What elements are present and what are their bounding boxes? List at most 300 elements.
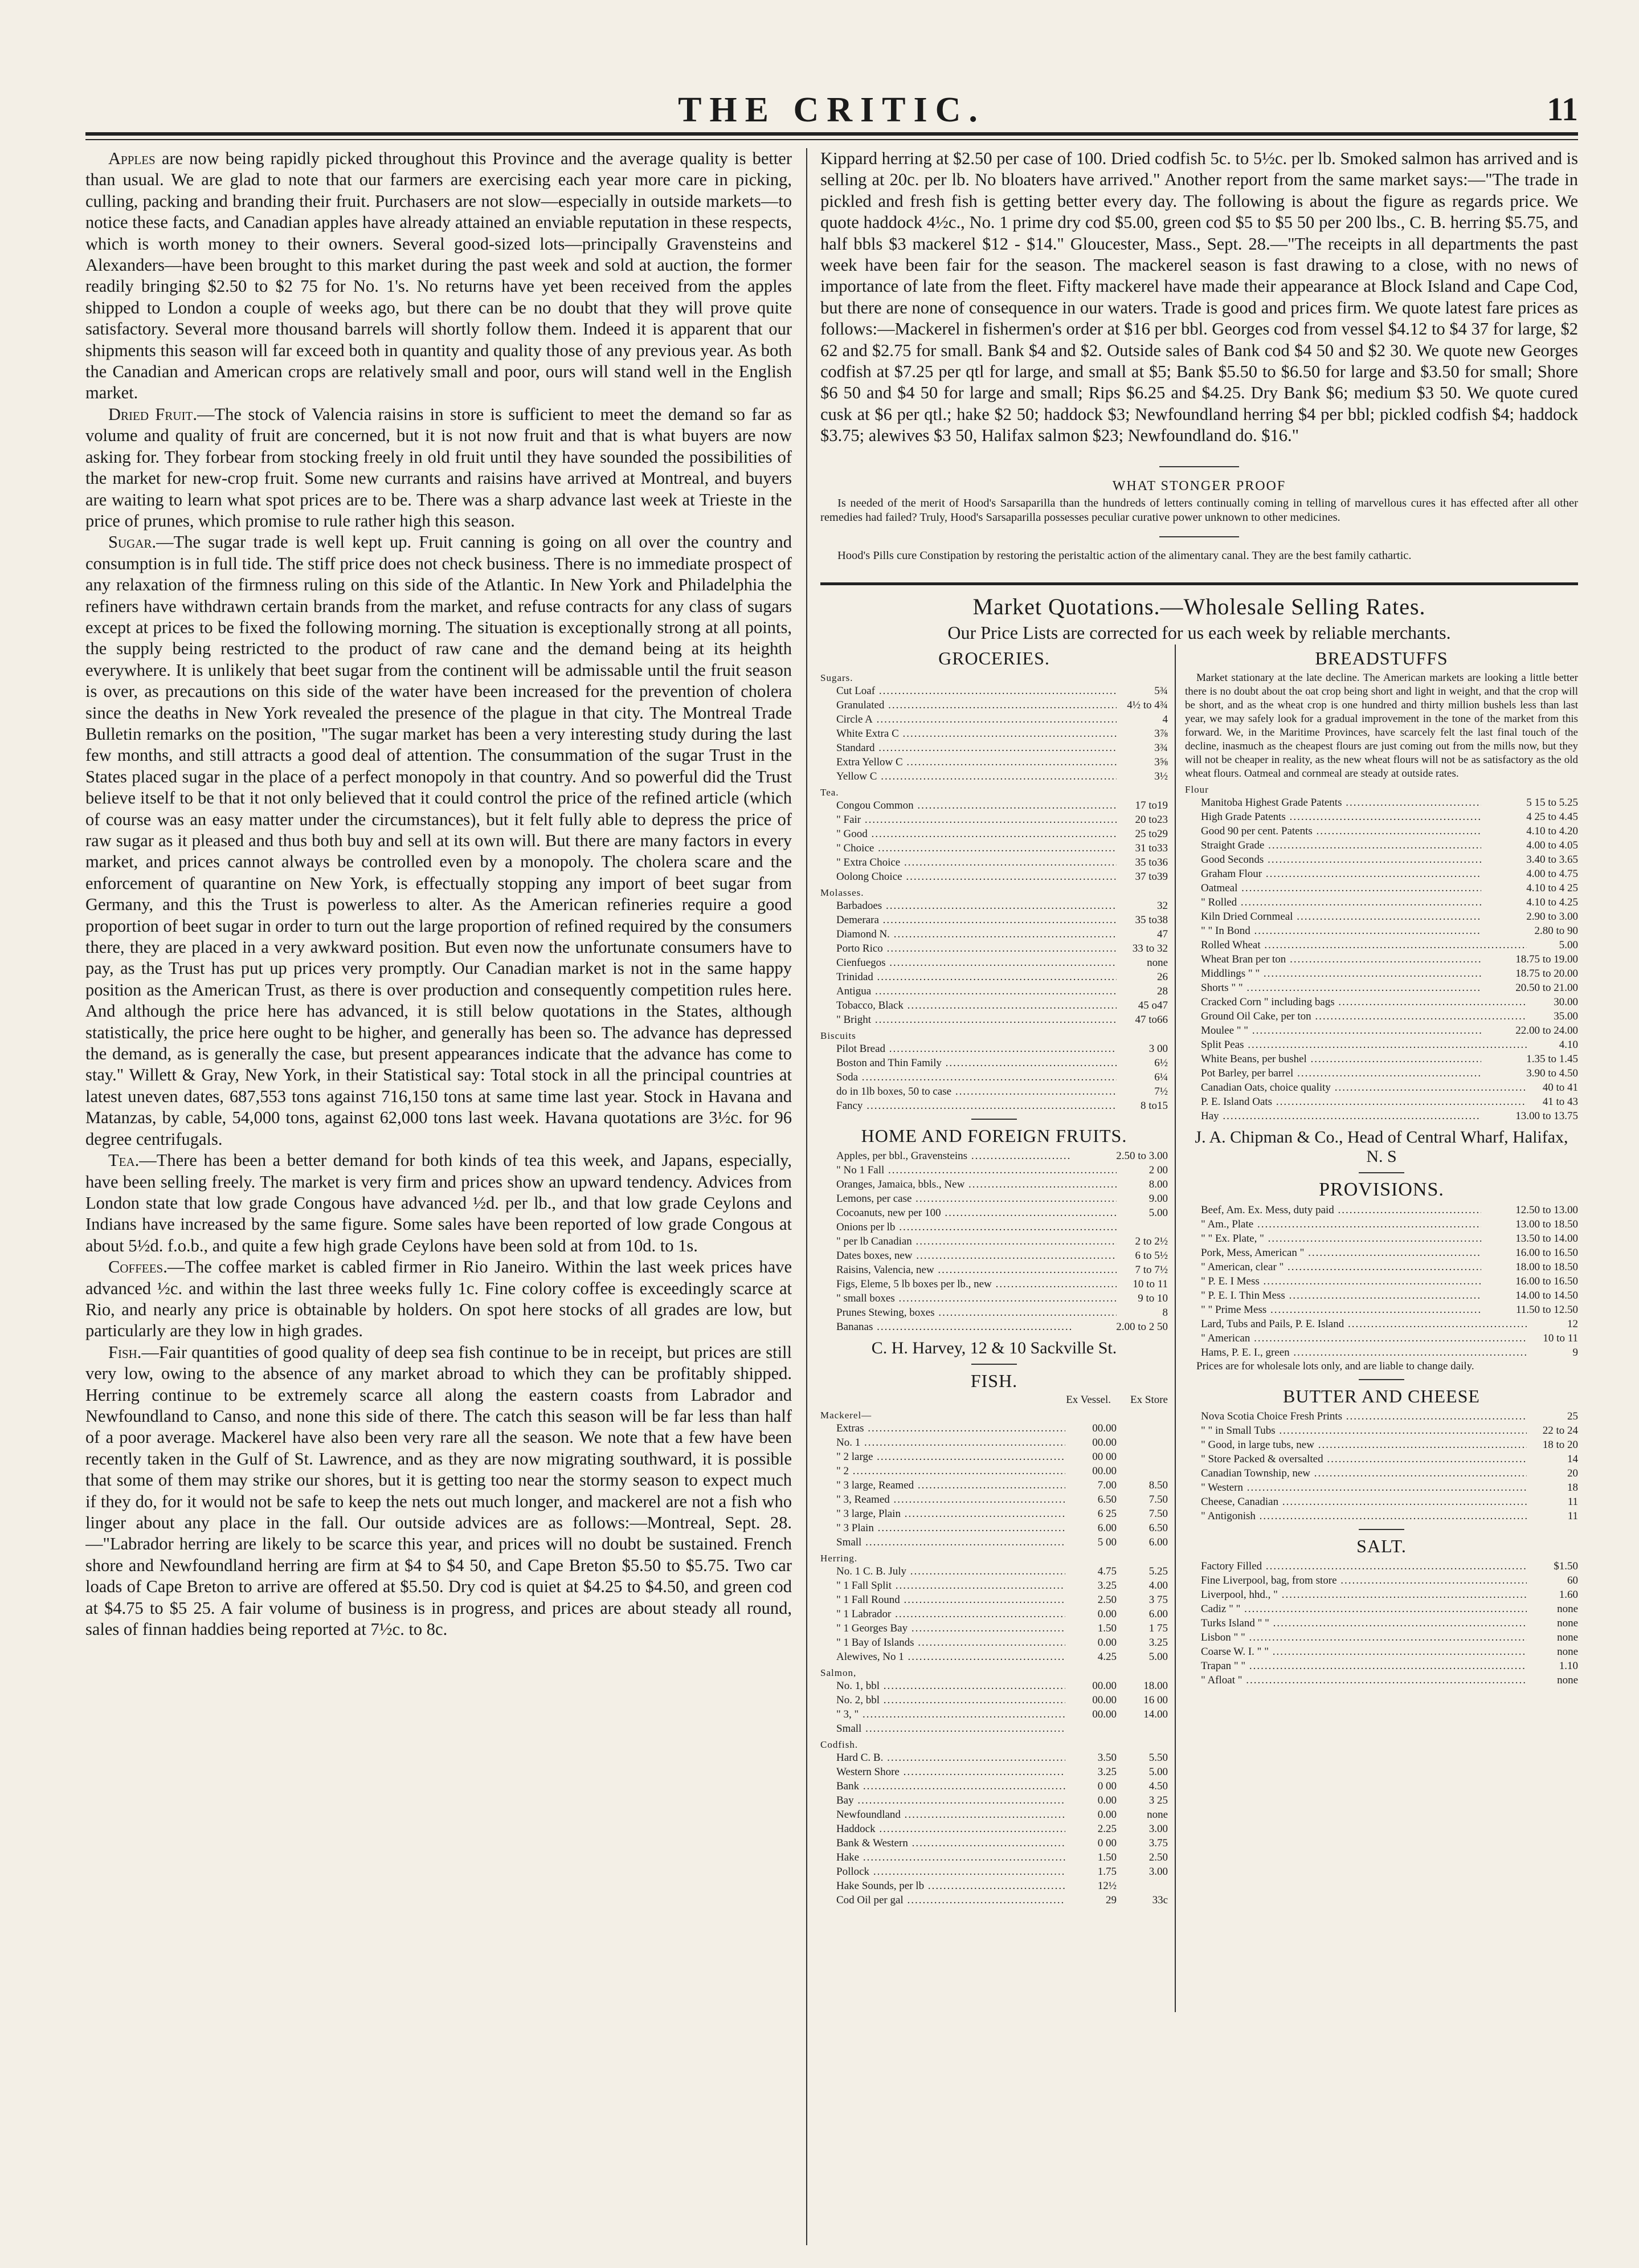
article-paragraph xyxy=(85,532,792,1150)
item-name: " American ..... xyxy=(1185,1331,1527,1345)
price-row xyxy=(820,1564,1168,1578)
breadstuffs-merchant: J. A. Chipman & Co., Head of Central Wharf, Halifax, N. S xyxy=(1195,1127,1568,1166)
article-lead: Coffees. xyxy=(108,1257,167,1277)
price-row xyxy=(820,741,1168,755)
price-ex-store xyxy=(1117,1450,1168,1464)
price-value: 14 xyxy=(1567,1453,1578,1465)
item-name: Pilot Bread ..... xyxy=(820,1042,1117,1056)
price-value: 5¾ xyxy=(1154,684,1168,697)
price-row xyxy=(1185,1260,1578,1274)
divider xyxy=(1359,1172,1404,1173)
item-name: White Beans, per bushel ..... xyxy=(1185,1052,1481,1066)
item-name: " 1 Fall Split ..... xyxy=(820,1578,1065,1593)
price-value: 2.90 to 3.00 xyxy=(1526,910,1578,923)
item-name: Granulated ..... xyxy=(820,698,1117,712)
price-ex-vessel: 0.00 xyxy=(1097,1808,1117,1821)
item-name: Antigua ..... xyxy=(820,984,1117,998)
price-row xyxy=(1185,1009,1578,1023)
price-value: 4.10 xyxy=(1559,1038,1578,1051)
price-row xyxy=(820,1693,1168,1707)
item-name: Good 90 per cent. Patents ..... xyxy=(1185,824,1481,838)
price-value: 3½ xyxy=(1154,770,1168,782)
price-value: 35.00 xyxy=(1554,1010,1578,1022)
price-value: 16.00 to 16.50 xyxy=(1515,1246,1578,1259)
price-ex-vessel: 6.50 xyxy=(1097,1493,1117,1506)
price-row xyxy=(1185,1203,1578,1217)
item-name: Lisbon " " ..... xyxy=(1185,1630,1527,1645)
item-name: " 1 Georges Bay ..... xyxy=(820,1621,1065,1635)
item-name: " " Ex. Plate, " ..... xyxy=(1185,1231,1481,1246)
item-name: Fancy ..... xyxy=(820,1099,1117,1113)
price-value: 7 to 7½ xyxy=(1135,1263,1168,1276)
price-row xyxy=(820,1607,1168,1621)
price-value: 11 xyxy=(1567,1495,1578,1508)
item-name: " 1 Fall Round ..... xyxy=(820,1593,1065,1607)
breadstuffs-title: BREADSTUFFS xyxy=(1315,647,1448,668)
divider xyxy=(971,1119,1017,1120)
price-row xyxy=(820,1650,1168,1664)
item-name: Prunes Stewing, boxes ..... xyxy=(820,1306,1117,1320)
price-value: 60 xyxy=(1567,1574,1578,1586)
price-ex-vessel: 1.50 xyxy=(1097,1851,1117,1863)
item-name: Split Peas ..... xyxy=(1185,1038,1527,1052)
price-row xyxy=(1185,881,1578,895)
item-name: No. 1 C. B. July ..... xyxy=(820,1564,1065,1578)
article-lead: Fish. xyxy=(108,1342,142,1362)
item-name: " per lb Canadian ..... xyxy=(820,1234,1117,1249)
price-value: 32 xyxy=(1157,899,1168,912)
category-label: Herring. xyxy=(820,1552,858,1564)
price-value: $1.50 xyxy=(1554,1560,1578,1572)
item-name: Ground Oil Cake, per ton ..... xyxy=(1185,1009,1527,1023)
price-value: 18 to 20 xyxy=(1542,1438,1578,1451)
price-row xyxy=(820,1291,1168,1306)
article-body: —The sugar trade is well kept up. Fruit canning is going on all over the country and consumption is in full tide. The stiff price does not check business. There is no immediate prospect of any relaxation of the firmness ruling on this side of the Atlantic. In New York and Philadelphia the refiners have withdrawn certain brands from the market, and refuse contracts for any class of sugars except at prices to be fixed the following morning. The situation is exceptionally strong at all points, the supply being restricted to the product of raw cane and the demand being at its heighth everywhere. It is unlikely that beet sugar from the continent will be admissable until the fruit season is over, as precautions on this side of the water have been increased for the prevention of cholera since the deaths in New York revealed the presence of the plague in that city. The Montreal Trade Bulletin remarks on the position, "The sugar market has been a very interesting study during the last few months, and still attracts a good deal of attention. The consummation of the sugar Trust in the States placed sugar in the place of a perfect monopoly in that country. And so powerful did the Trust believe itself to be that it not only believed that it could control the price of the refined article (which of course was an easy matter under the circumstances), but it felt fully able to depress the price of raw sugar as it pleased and thus both buy and sell at its own will. But there are many factors in every market, and prices cannot always be controlled even by a monopoly. The cholera scare and the enforcement of quarantine on New York, is effectually stopping any import of beet sugar from Germany, and this the Trust is powerless to alter. As the American refineries require a good proportion of beet sugar in order to turn out the large proportion of refined required by the consumers there, they are placed in a very awkward position. But even now the unfortunate consumers have to pay, as the Trust has put up prices very promptly. Our Canadian market is not in the same happy position as the American Trust, as there is over production and consequently competition rules here. And although the price here has advanced, it is still below quotations in the States, although statistically, the price here ought to be higher, and generally has been so. The advance has depressed the demand, as is generally the case, but present appearances indicate that the advance has come to stay." Willett & Gray, New York, in their Statistical say: Total stock in all the principal countries at latest uneven dates, 687,553 tons against 716,150 tons at same time last year. Stock in Havana and Matanzas, by cable, 54,000 tons, against 62,000 tons last week. Havana quotations are 3½c. for 96 degree centrifugals. xyxy=(85,532,792,1149)
item-name: Factory Filled ..... xyxy=(1185,1559,1527,1573)
price-row xyxy=(1185,1423,1578,1438)
breadstuffs-note: Market stationary at the late decline. The American markets are looking a little better there is no doubt about the oat crop being short and light in weight, and that the crop will be short, and as the wheat crop is one hundred and thirty million bushels less than last year, we may safely look for a gradual improvement in the tone of the market from this forward. We, in the Maritime Provinces, have scarcely felt the last final touch of the decline, inasmuch as the cheapest flours are just coming out from the mills now, but they will not be cheaper in reality, as the new wheat flours will not be as satisfactory as the old wheat flours. Oatmeal and cornmeal are steady at outside rates. xyxy=(1185,671,1578,780)
price-row xyxy=(1185,1573,1578,1588)
item-name: Canadian Township, new ..... xyxy=(1185,1466,1527,1480)
item-name: Hard C. B. ..... xyxy=(820,1751,1065,1765)
market-quotations-subtitle: Our Price Lists are corrected for us each week by reliable merchants. xyxy=(947,622,1451,643)
item-name: Kiln Dried Cornmeal ..... xyxy=(1185,909,1481,924)
article-paragraph xyxy=(85,1257,792,1342)
price-row xyxy=(820,1042,1168,1056)
price-row xyxy=(1185,1274,1578,1288)
price-value: 13.00 to 13.75 xyxy=(1515,1109,1578,1122)
price-ex-store: 3 75 xyxy=(1148,1593,1168,1606)
price-ex-store: none xyxy=(1147,1808,1168,1821)
price-row xyxy=(1185,1409,1578,1423)
price-row xyxy=(820,1836,1168,1850)
category-label: Flour xyxy=(1185,784,1209,795)
price-row xyxy=(1185,867,1578,881)
price-row xyxy=(1185,981,1578,995)
price-value: 35 to38 xyxy=(1135,913,1168,926)
price-ex-vessel: 2.50 xyxy=(1097,1593,1117,1606)
market-quotations-title: Market Quotations.—Wholesale Selling Rates. xyxy=(972,593,1426,619)
price-row xyxy=(820,1277,1168,1291)
price-row xyxy=(820,1177,1168,1192)
price-ex-vessel: 7.00 xyxy=(1097,1479,1117,1491)
price-row xyxy=(820,698,1168,712)
item-name: Oolong Choice ..... xyxy=(820,870,1117,884)
price-ex-vessel: 00 00 xyxy=(1092,1450,1117,1463)
price-row xyxy=(1185,1331,1578,1345)
item-name: Cienfuegos ..... xyxy=(820,956,1117,970)
article-body: —There has been a better demand for both kinds of tea this week, and Japans, especially, have been selling freely. The market is very firm and prices show an upward tendency. Advices from London state that low grade Congous have advanced ½d. per lb., and that low grade Ceylons and Indians have increased by the same figure. Some sales have been reported of low grade Congous at about 5½d. f.o.b., and quite a few high grade Ceylons have been sold at from 10d. to 1s. xyxy=(85,1151,792,1255)
notice-title: WHAT STONGER PROOF xyxy=(1112,478,1286,493)
price-row xyxy=(820,870,1168,884)
item-name: Oranges, Jamaica, bbls., New ..... xyxy=(820,1177,1117,1192)
price-row xyxy=(1185,1559,1578,1573)
price-row xyxy=(820,899,1168,913)
price-ex-vessel: 6.00 xyxy=(1097,1521,1117,1534)
price-value: 12.50 to 13.00 xyxy=(1515,1204,1578,1216)
price-ex-store: 5.00 xyxy=(1148,1765,1168,1778)
price-row xyxy=(820,1249,1168,1263)
price-row xyxy=(1185,1659,1578,1673)
price-ex-store: 18.00 xyxy=(1143,1679,1168,1692)
price-value: 41 to 43 xyxy=(1542,1095,1578,1108)
item-name: " 3, Reamed ..... xyxy=(820,1492,1065,1507)
item-name: " No 1 Fall ..... xyxy=(820,1163,1117,1177)
price-row xyxy=(1185,1066,1578,1080)
price-ex-vessel: 0.00 xyxy=(1097,1608,1117,1620)
item-name: Nova Scotia Choice Fresh Prints ..... xyxy=(1185,1409,1527,1423)
price-row xyxy=(1185,1588,1578,1602)
item-name: High Grade Patents ..... xyxy=(1185,810,1481,824)
price-row xyxy=(820,1464,1168,1478)
price-row xyxy=(1185,966,1578,981)
price-row xyxy=(820,1492,1168,1507)
item-name: " " Prime Mess ..... xyxy=(1185,1303,1481,1317)
price-ex-vessel: 3.25 xyxy=(1097,1765,1117,1778)
item-name: Raisins, Valencia, new ..... xyxy=(820,1263,1117,1277)
item-name: " P. E. I. Thin Mess ..... xyxy=(1185,1288,1481,1303)
price-value: 2 00 xyxy=(1148,1164,1168,1176)
section-rule xyxy=(820,582,1578,585)
price-value: 8 to15 xyxy=(1140,1099,1168,1112)
price-value: 30.00 xyxy=(1554,996,1578,1008)
item-name: Coarse W. I. " " ..... xyxy=(1185,1645,1527,1659)
price-row xyxy=(1185,1109,1578,1123)
price-row xyxy=(820,1850,1168,1865)
article-body: —Fair quantities of good quality of deep sea fish continue to be in receipt, but prices are still very low, owing to the absence of any market abroad to which they can be profitably shipped. Herring continue to be extremely scarce all along the eastern coasts from Labrador and Newfoundland to Canso, and none this side of there. The catch this season will be far less than half of a poor average. Mackerel have also been very rare all the season. We note that a few have been recently taken in the Gulf of St. Lawrence, and as they are now migrating southward, it is possible that some of them may strike our shores, but it is getting too near the stormy season to expect much if they do, for it would not be safe to keep the nets out much longer, and mackerel are not a fish who linger about any place in the fall. Our outside advices are as follows:—Montreal, Sept. 28.—"Labrador herring are likely to be scarce this year, and prices will no doubt be sustained. French shore and Newfoundland herring are firm at $4 to $4 50, and Cape Breton $5.50 to $5.75. Two car loads of Cape Breton to arrive are offered at $5.50. Dry cod is quiet at $4.25 to $4.50, and green cod at $4.75 to $5 25. A fair volume of business is in progress, and prices are about steady all round, sales of finnan haddies being reported at 7½c. to 8c. xyxy=(85,1342,792,1639)
item-name: Good Seconds ..... xyxy=(1185,852,1481,867)
column-header: Ex Store xyxy=(1130,1393,1168,1406)
item-name: " 3 large, Reamed ..... xyxy=(820,1478,1065,1492)
price-row xyxy=(820,1450,1168,1464)
price-value: 25 to29 xyxy=(1135,827,1168,840)
price-row xyxy=(820,855,1168,870)
price-ex-store: 4.50 xyxy=(1148,1780,1168,1792)
price-value: 2 to 2½ xyxy=(1135,1235,1168,1247)
price-row xyxy=(1185,1452,1578,1466)
item-name: Shorts " " ..... xyxy=(1185,981,1481,995)
price-row xyxy=(1185,1480,1578,1495)
item-name: Fine Liverpool, bag, from store ..... xyxy=(1185,1573,1527,1588)
item-name: Moulee " " ..... xyxy=(1185,1023,1481,1038)
price-value: 18.75 to 19.00 xyxy=(1515,953,1578,965)
price-value: 20 to23 xyxy=(1135,813,1168,826)
price-row xyxy=(1185,1095,1578,1109)
price-row xyxy=(820,1149,1168,1163)
item-name: Pollock ..... xyxy=(820,1865,1065,1879)
price-row xyxy=(820,998,1168,1013)
article-lead: Dried Fruit. xyxy=(108,404,198,424)
price-row xyxy=(1185,1509,1578,1523)
price-ex-store: 33c xyxy=(1152,1894,1168,1906)
price-row xyxy=(1185,1616,1578,1630)
price-row xyxy=(820,927,1168,941)
price-row xyxy=(1185,924,1578,938)
price-ex-vessel: 4.25 xyxy=(1097,1650,1117,1663)
price-ex-vessel: 0 00 xyxy=(1097,1780,1117,1792)
notice-pills: Hood's Pills cure Constipation by restoring the peristaltic action of the alimentary canal. They are the best family cathartic. xyxy=(837,549,1412,562)
item-name: Extras ..... xyxy=(820,1421,1065,1435)
item-name: Cod Oil per gal ..... xyxy=(820,1893,1065,1907)
item-name: Beef, Am. Ex. Mess, duty paid ..... xyxy=(1185,1203,1481,1217)
price-value: 18.00 to 18.50 xyxy=(1515,1261,1578,1273)
price-value: 6 to 5½ xyxy=(1135,1249,1168,1262)
price-row xyxy=(820,1793,1168,1808)
price-ex-store: 5.00 xyxy=(1148,1650,1168,1663)
item-name: Canadian Oats, choice quality ..... xyxy=(1185,1080,1527,1095)
divider xyxy=(1159,536,1239,537)
item-name: Newfoundland ..... xyxy=(820,1808,1065,1822)
price-ex-store: 8.50 xyxy=(1148,1479,1168,1491)
price-ex-store: 1 75 xyxy=(1148,1622,1168,1634)
item-name: " 3, " ..... xyxy=(820,1707,1065,1722)
price-row xyxy=(820,1679,1168,1693)
item-name: Boston and Thin Family ..... xyxy=(820,1056,1117,1070)
price-row xyxy=(820,1263,1168,1277)
price-ex-store xyxy=(1117,1421,1168,1435)
item-name: Turks Island " " ..... xyxy=(1185,1616,1527,1630)
price-ex-store: 16 00 xyxy=(1143,1694,1168,1706)
price-value: 4.10 to 4 25 xyxy=(1526,882,1578,894)
price-row xyxy=(820,1084,1168,1099)
price-row xyxy=(1185,852,1578,867)
item-name: Trinidad ..... xyxy=(820,970,1117,984)
price-row xyxy=(820,827,1168,841)
price-value: 18.75 to 20.00 xyxy=(1515,967,1578,980)
price-row xyxy=(1185,1602,1578,1616)
item-name: Extra Yellow C ..... xyxy=(820,755,1117,769)
price-value: 3.40 to 3.65 xyxy=(1526,853,1578,866)
groceries-title: GROCERIES. xyxy=(938,647,1050,668)
fish-column-headers xyxy=(820,1394,1168,1406)
price-row xyxy=(820,1163,1168,1177)
item-name: " American, clear " ..... xyxy=(1185,1260,1481,1274)
item-name: Liverpool, hhd., " ..... xyxy=(1185,1588,1527,1602)
masthead-rule xyxy=(85,132,1578,136)
item-name: Onions per lb ..... xyxy=(820,1220,1117,1234)
price-value: 28 xyxy=(1157,985,1168,997)
item-name: " " In Bond ..... xyxy=(1185,924,1481,938)
price-ex-store xyxy=(1117,1879,1168,1893)
item-name: No. 2, bbl ..... xyxy=(820,1693,1065,1707)
item-name: " Store Packed & oversalted ..... xyxy=(1185,1452,1527,1466)
price-row xyxy=(1185,1217,1578,1231)
item-name: Cocoanuts, new per 100 ..... xyxy=(820,1206,1117,1220)
item-name: " " in Small Tubs ..... xyxy=(1185,1423,1527,1438)
price-value: 3¾ xyxy=(1154,741,1168,754)
page-number: 11 xyxy=(1547,91,1578,128)
price-value: 3⅞ xyxy=(1154,727,1168,740)
price-row xyxy=(820,970,1168,984)
price-value: 4.00 to 4.75 xyxy=(1526,867,1578,880)
price-value: 35 to36 xyxy=(1135,856,1168,868)
price-value: 5 15 to 5.25 xyxy=(1526,796,1578,809)
price-value: 13.00 to 18.50 xyxy=(1515,1218,1578,1230)
price-value: 10 to 11 xyxy=(1133,1278,1168,1290)
price-row xyxy=(1185,1645,1578,1659)
category-label: Sugars. xyxy=(820,672,853,683)
divider xyxy=(971,1364,1017,1365)
item-name: " Rolled ..... xyxy=(1185,895,1481,909)
fruit-merchant: C. H. Harvey, 12 & 10 Sackville St. xyxy=(871,1338,1117,1357)
price-value: 1.35 to 1.45 xyxy=(1526,1053,1578,1065)
price-value: 4.10 to 4.25 xyxy=(1526,896,1578,908)
price-row xyxy=(820,1765,1168,1779)
price-value: 2.50 to 3.00 xyxy=(1116,1149,1168,1162)
item-name: " 2 ..... xyxy=(820,1464,1065,1478)
item-name: " 3 Plain ..... xyxy=(820,1521,1065,1535)
item-name: " Am., Plate ..... xyxy=(1185,1217,1481,1231)
price-row xyxy=(820,1879,1168,1893)
price-row xyxy=(820,1306,1168,1320)
price-row xyxy=(1185,1080,1578,1095)
price-value: none xyxy=(1557,1617,1578,1629)
fish-title: FISH. xyxy=(970,1370,1018,1391)
price-row xyxy=(820,1578,1168,1593)
price-ex-store: 3.00 xyxy=(1148,1865,1168,1878)
price-value: 1.60 xyxy=(1559,1588,1578,1601)
price-row xyxy=(820,984,1168,998)
notice-body: Is needed of the merit of Hood's Sarsaparilla than the hundreds of letters continually coming in telling of marvellous cures it has effected after all other remedies had failed? Truly, Hood's Sarsaparilla possesses peculiar curative power unknown to other medicines. xyxy=(820,496,1578,524)
price-ex-vessel: 1.75 xyxy=(1097,1865,1117,1878)
price-row xyxy=(820,1621,1168,1635)
price-value: 4.00 to 4.05 xyxy=(1526,839,1578,851)
price-row xyxy=(1185,952,1578,966)
price-value: 8 xyxy=(1162,1306,1168,1319)
item-name: " 1 Bay of Islands ..... xyxy=(820,1635,1065,1650)
price-row xyxy=(820,813,1168,827)
column-separator xyxy=(806,148,807,2245)
item-name: Cheese, Canadian ..... xyxy=(1185,1495,1527,1509)
price-value: 22 to 24 xyxy=(1542,1424,1578,1437)
item-name: " Good ..... xyxy=(820,827,1117,841)
price-value: 2.00 to 2 50 xyxy=(1116,1320,1168,1333)
price-row xyxy=(820,1435,1168,1450)
item-name: " Fair ..... xyxy=(820,813,1117,827)
price-value: 6½ xyxy=(1154,1057,1168,1069)
item-name: " 1 Labrador ..... xyxy=(820,1607,1065,1621)
item-name: Lard, Tubs and Pails, P. E. Island ..... xyxy=(1185,1317,1527,1331)
price-row xyxy=(820,1234,1168,1249)
item-name: Lemons, per case ..... xyxy=(820,1192,1117,1206)
price-row xyxy=(820,1013,1168,1027)
column-header: Ex Vessel. xyxy=(1066,1393,1111,1406)
price-row xyxy=(1185,1317,1578,1331)
newspaper-title: THE CRITIC. xyxy=(678,91,986,129)
item-name: Bananas ..... xyxy=(820,1320,1071,1334)
item-name: Haddock ..... xyxy=(820,1822,1065,1836)
item-name: Demerara ..... xyxy=(820,913,1117,927)
price-row xyxy=(1185,1303,1578,1317)
article-lead: Sugar. xyxy=(108,532,157,552)
price-value: 4 xyxy=(1162,713,1168,725)
price-row xyxy=(820,1421,1168,1435)
price-value: 13.50 to 14.00 xyxy=(1515,1232,1578,1245)
price-value: 7½ xyxy=(1154,1085,1168,1098)
price-row xyxy=(820,1635,1168,1650)
item-name: " Western ..... xyxy=(1185,1480,1527,1495)
price-ex-store: 6.50 xyxy=(1148,1521,1168,1534)
item-name: Barbadoes ..... xyxy=(820,899,1117,913)
price-row xyxy=(820,1593,1168,1607)
price-ex-vessel: 3.50 xyxy=(1097,1751,1117,1764)
price-value: none xyxy=(1557,1645,1578,1658)
price-ex-store: 3.25 xyxy=(1148,1636,1168,1649)
price-ex-vessel: 00.00 xyxy=(1092,1694,1117,1706)
item-name: " Extra Choice ..... xyxy=(820,855,1117,870)
price-value: 8.00 xyxy=(1148,1178,1168,1190)
price-row xyxy=(1185,1231,1578,1246)
price-row xyxy=(1185,810,1578,824)
price-value: 3 00 xyxy=(1148,1042,1168,1055)
price-ex-store: 5.50 xyxy=(1148,1751,1168,1764)
price-ex-vessel: 00.00 xyxy=(1092,1436,1117,1449)
price-value: 37 to39 xyxy=(1135,870,1168,883)
item-name: Western Shore ..... xyxy=(820,1765,1065,1779)
item-name: Hay ..... xyxy=(1185,1109,1481,1123)
price-value: 2.80 to 90 xyxy=(1534,924,1578,937)
price-row xyxy=(820,1722,1168,1736)
price-row xyxy=(1185,1246,1578,1260)
item-name: Small ..... xyxy=(820,1535,1065,1549)
price-ex-store xyxy=(1117,1464,1168,1478)
price-ex-store: 3.75 xyxy=(1148,1837,1168,1849)
price-row xyxy=(820,1070,1168,1084)
item-name: Bay ..... xyxy=(820,1793,1065,1808)
item-name: Pork, Mess, American " ..... xyxy=(1185,1246,1481,1260)
article-paragraph xyxy=(85,1150,792,1257)
price-row xyxy=(1185,1466,1578,1480)
price-value: 33 to 32 xyxy=(1132,942,1168,954)
butter-cheese-title: BUTTER AND CHEESE xyxy=(1283,1385,1480,1406)
left-column xyxy=(85,148,792,2222)
price-value: 22.00 to 24.00 xyxy=(1515,1024,1578,1037)
price-value: 11.50 to 12.50 xyxy=(1515,1303,1578,1316)
item-name: Diamond N. ..... xyxy=(820,927,1117,941)
price-row xyxy=(1185,1630,1578,1645)
price-row xyxy=(820,1320,1168,1334)
price-value: 47 xyxy=(1157,928,1168,940)
price-row xyxy=(1185,1438,1578,1452)
price-row xyxy=(1185,1023,1578,1038)
price-value: 5.00 xyxy=(1559,939,1578,951)
divider xyxy=(1359,1529,1404,1530)
price-ex-store: 6.00 xyxy=(1148,1536,1168,1548)
item-name: Apples, per bbl., Gravensteins ..... xyxy=(820,1149,1071,1163)
item-name: Bank & Western ..... xyxy=(820,1836,1065,1850)
price-value: 14.00 to 14.50 xyxy=(1515,1289,1578,1302)
price-row xyxy=(1185,895,1578,909)
